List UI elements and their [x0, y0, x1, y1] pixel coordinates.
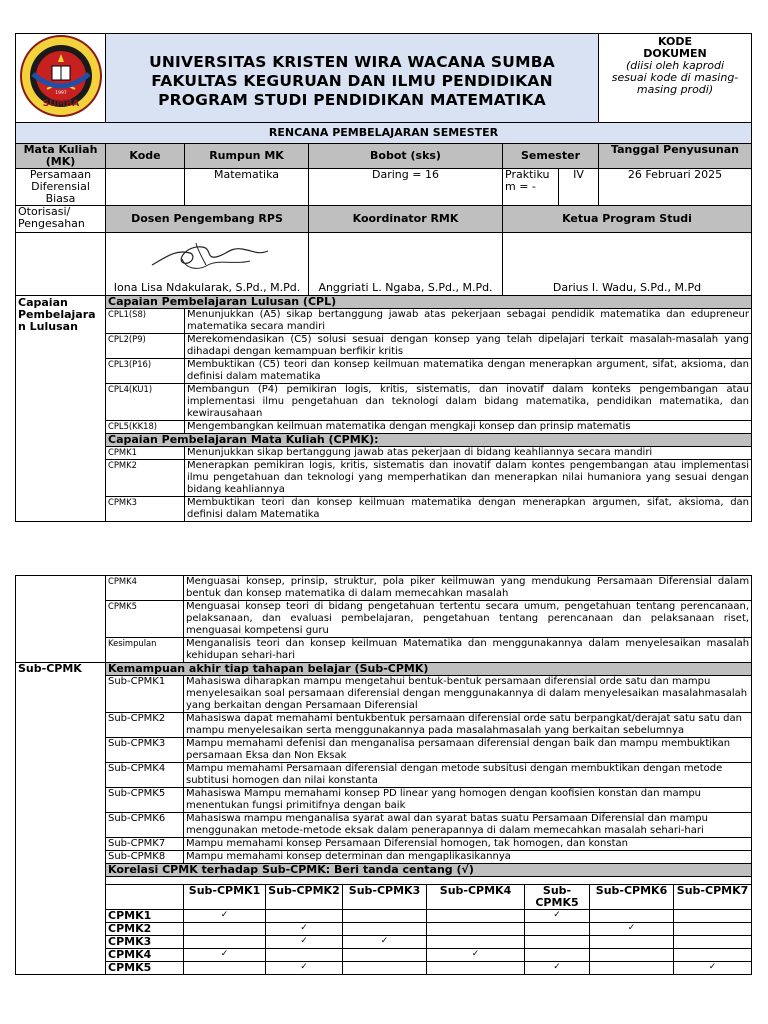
program-name: PROGRAM STUDI PENDIDIKAN MATEMATIKA: [158, 90, 546, 109]
korelasi-check-cell: [343, 949, 427, 962]
korelasi-spacer: [106, 877, 752, 885]
value-praktikum: Praktiku m = -: [503, 169, 559, 206]
cpmk-code: CPMK3: [106, 497, 185, 522]
korelasi-check-cell: [674, 923, 752, 936]
korelasi-check-cell: [427, 936, 525, 949]
subcpmk-code: Sub-CPMK1: [106, 676, 184, 713]
kode-dokumen-cell: [599, 34, 752, 123]
subcpmk-code: Sub-CPMK8: [106, 851, 184, 864]
cpl-heading: Capaian Pembelajaran Lulusan (CPL): [106, 296, 752, 309]
cpmk-text: Menguasai konsep teori di bidang pengetahuan tertentu secara umum, pengetahuan tentang perencanaan, pelaksanaan, dan evaluasi pembelajaran, pengetahuan tentang perencanaan dan pelaksanaan riset, menguasai kompetensi guru: [184, 601, 752, 638]
koordinator-name: Anggriati L. Ngaba, S.Pd., M.Pd.: [318, 281, 493, 294]
cpmk-text: Menunjukkan sikap bertanggung jawab atas pekerjaan di bidang keahliannya secara mandiri: [185, 447, 752, 460]
kesimpulan-text: Menganalisis teori dan konsep keilmuan Matematika dan menggunakannya dalam menyelesaikan masalah kehidupan sehari-hari: [184, 638, 752, 663]
cpl-code: CPL3(P16): [106, 359, 185, 384]
rps-continuation-table: [15, 575, 752, 975]
korelasi-check-cell: ✓: [184, 910, 266, 923]
kaprodi-header: Ketua Program Studi: [503, 206, 752, 233]
cpmk-code: CPMK1: [106, 447, 185, 460]
header-bobot: Bobot (sks): [309, 144, 503, 169]
cpmk-code: CPMK4: [106, 576, 184, 601]
korelasi-check-cell: [674, 910, 752, 923]
korelasi-col-header: Sub-CPMK6: [590, 885, 674, 910]
subcpmk-text: Mampu memahami Persamaan diferensial dengan metode subsitusi dengan membuktikan dengan metode subtitusi homogen dan nilai konstanta: [184, 763, 752, 788]
korelasi-check-cell: [590, 910, 674, 923]
korelasi-col-header: Sub-CPMK3: [343, 885, 427, 910]
subcpmk-label: Sub-CPMK: [16, 663, 106, 975]
subcpmk-text: Mampu memahami defenisi dan menganalisa persamaan diferensial dengan baik dan mampu membuktikan persamaan Eksa dan Non Eksak: [184, 738, 752, 763]
cpmk-text: Menerapkan pemikiran logis, kritis, sistematis dan inovatif dalam kontes pengembangan atau implementasi ilmu pengetahuan dan teknologi yang memperhatikan dan menerapkan nilai humaniora yang sesuai dengan bidang keahliannya: [185, 460, 752, 497]
cpl-text: Mengembangkan keilmuan matematika dengan mengkaji konsep dan prinsip matematis: [185, 421, 752, 434]
continuation-label-cell: [16, 576, 106, 663]
korelasi-check-cell: [184, 962, 266, 975]
header-title-cell: [106, 34, 599, 123]
korelasi-check-cell: [590, 936, 674, 949]
korelasi-check-cell: [343, 910, 427, 923]
cpl-text: Merekomendasikan (C5) solusi sesuai dengan konsep yang telah dipelajari terkait masalah-masalah yang dihadapi dengan kemampuan berfikir kritis: [185, 334, 752, 359]
korelasi-check-cell: ✓: [427, 949, 525, 962]
subcpmk-text: Mahasiswa diharapkan mampu mengetahui bentuk-bentuk persamaan diferensial orde satu dan mampu menyelesaikan soal persamaan diferensial dengan menggunakannya di dalam menyelesaikan masalahmasalah yang berkaitan dengan Persamaan Diferensial: [184, 676, 752, 713]
value-mk: Persamaan Diferensial Biasa: [16, 169, 106, 206]
korelasi-check-cell: ✓: [590, 923, 674, 936]
cpmk-heading: Capaian Pembelajaran Mata Kuliah (CPMK):: [106, 434, 752, 447]
subcpmk-code: Sub-CPMK2: [106, 713, 184, 738]
koordinator-signature-cell: [309, 233, 503, 296]
header-mk: Mata Kuliah (MK): [16, 144, 106, 169]
signature-empty-cell: [16, 233, 106, 296]
korelasi-check-cell: [184, 923, 266, 936]
korelasi-check-cell: [343, 962, 427, 975]
korelasi-check-cell: ✓: [266, 962, 343, 975]
korelasi-heading: Korelasi CPMK terhadap Sub-CPMK: Beri tanda centang (√): [106, 864, 752, 877]
kode-dokumen-title: KODE DOKUMEN: [643, 35, 707, 60]
subcpmk-text: Mampu memahami konsep determinan dan mengaplikasikannya: [184, 851, 752, 864]
value-tanggal: 26 Februari 2025: [599, 169, 752, 206]
korelasi-check-cell: [590, 949, 674, 962]
korelasi-check-cell: [427, 923, 525, 936]
value-rumpun: Matematika: [185, 169, 309, 206]
korelasi-check-cell: [674, 949, 752, 962]
subcpmk-code: Sub-CPMK7: [106, 838, 184, 851]
otorisasi-label: Otorisasi/ Pengesahan: [16, 206, 106, 233]
korelasi-row-label: CPMK1: [106, 910, 184, 923]
header-kode: Kode: [106, 144, 185, 169]
svg-text:1997: 1997: [54, 91, 67, 96]
subcpmk-heading: Kemampuan akhir tiap tahapan belajar (Sub-CPMK): [106, 663, 752, 676]
korelasi-check-cell: ✓: [266, 936, 343, 949]
subcpmk-text: Mahasiswa dapat memahami bentukbentuk persamaan diferensial orde satu berpangkat/derajat satu satu dan mampu menyelesaikan serta menggunakannya pada masalahmasalah yang berkaitan sebelumnya: [184, 713, 752, 738]
dosen-name: Iona Lisa Ndakularak, S.Pd., M.Pd.: [113, 281, 301, 294]
header-tanggal: Tanggal Penyusunan: [599, 144, 752, 169]
korelasi-col-header: Sub-CPMK1: [184, 885, 266, 910]
cpmk-text: Menguasai konsep, prinsip, struktur, pola piker keilmuwan yang mendukung Persamaan Diferensial dalam bentuk dan konsep matematika di dalam memecahkan masalah: [184, 576, 752, 601]
korelasi-check-cell: [184, 936, 266, 949]
subcpmk-code: Sub-CPMK5: [106, 788, 184, 813]
korelasi-check-cell: ✓: [525, 910, 590, 923]
korelasi-row-label: CPMK3: [106, 936, 184, 949]
korelasi-check-cell: ✓: [266, 923, 343, 936]
kode-dokumen-note: (diisi oleh kaprodi sesuai kode di masing-masing prodi): [611, 59, 739, 96]
kaprodi-name: Darius I. Wadu, S.Pd., M.Pd: [552, 281, 702, 294]
cpmk-code: CPMK2: [106, 460, 185, 497]
korelasi-row-label: CPMK2: [106, 923, 184, 936]
cpl-text: Membangun (P4) pemikiran logis, kritis, sistematis, dan inovatif dalam konteks pengembangan atau implementasi ilmu pengetahuan dan teknologi dalam bidang matematika, pendidikan matematika, dan kewirausahaan: [185, 384, 752, 421]
korelasi-check-cell: [590, 962, 674, 975]
korelasi-check-cell: [266, 949, 343, 962]
cpmk-text: Membuktikan teori dan konsep keilmuan matematika dengan menerapkan argumen, sifat, aksioma, dan definisi dalam Matematika: [185, 497, 752, 522]
svg-text:SUMBA: SUMBA: [42, 99, 79, 109]
cpl-text: Membuktikan (C5) teori dan konsep keilmuan matematika dengan menerapkan argument, sifat, aksioma, dan definisi dalam matematika: [185, 359, 752, 384]
university-name: UNIVERSITAS KRISTEN WIRA WACANA SUMBA: [149, 52, 555, 71]
handwritten-signature: [146, 235, 276, 277]
koordinator-rmk-header: Koordinator RMK: [309, 206, 503, 233]
capaian-label: Capaian Pembelajara n Lulusan: [16, 296, 106, 522]
cpl-code: CPL2(P9): [106, 334, 185, 359]
korelasi-check-cell: [343, 923, 427, 936]
korelasi-corner-cell: [106, 885, 184, 910]
subcpmk-text: Mahasiswa Mampu memahami konsep PD linear yang homogen dengan koofisien konstan dan mampu menentukan fungsi primitifnya dengan baik: [184, 788, 752, 813]
korelasi-check-cell: [525, 936, 590, 949]
cpl-code: CPL1(S8): [106, 309, 185, 334]
korelasi-col-header: Sub-CPMK7: [674, 885, 752, 910]
korelasi-row-label: CPMK5: [106, 962, 184, 975]
korelasi-check-cell: [266, 910, 343, 923]
korelasi-check-cell: [525, 923, 590, 936]
korelasi-row-label: CPMK4: [106, 949, 184, 962]
rps-header-table: [15, 33, 752, 522]
korelasi-check-cell: ✓: [674, 962, 752, 975]
value-bobot-daring: Daring = 16: [309, 169, 503, 206]
korelasi-col-header: Sub-CPMK5: [525, 885, 590, 910]
cpl-text: Menunjukkan (A5) sikap bertanggung jawab atas pekerjaan sebagai pendidik matematika dan edupreneur matematika secara mandiri: [185, 309, 752, 334]
faculty-name: FAKULTAS KEGURUAN DAN ILMU PENDIDIKAN: [151, 71, 553, 90]
korelasi-check-cell: ✓: [184, 949, 266, 962]
subcpmk-text: Mahasiswa mampu menganalisa syarat awal dan syarat batas suatu Persamaan Diferensial dan mampu menggunakan metode-metode eksak dalam penerapannya di dalam memecahkan masalah sehari-hari: [184, 813, 752, 838]
korelasi-check-cell: ✓: [343, 936, 427, 949]
kaprodi-signature-cell: [503, 233, 752, 296]
dosen-signature-cell: [106, 233, 309, 296]
rps-title: RENCANA PEMBELAJARAN SEMESTER: [16, 123, 752, 144]
subcpmk-text: Mampu memahami konsep Persamaan Diferensial homogen, tak homogen, dan konstan: [184, 838, 752, 851]
cpl-code: CPL5(KK18): [106, 421, 185, 434]
header-semester: Semester: [503, 144, 599, 169]
cpmk-code: CPMK5: [106, 601, 184, 638]
value-semester: IV: [559, 169, 599, 206]
korelasi-check-cell: ✓: [525, 962, 590, 975]
subcpmk-code: Sub-CPMK6: [106, 813, 184, 838]
subcpmk-code: Sub-CPMK4: [106, 763, 184, 788]
header-rumpun: Rumpun MK: [185, 144, 309, 169]
cpl-code: CPL4(KU1): [106, 384, 185, 421]
value-kode: [106, 169, 185, 206]
university-logo-cell: [16, 34, 106, 123]
korelasi-check-cell: [674, 936, 752, 949]
korelasi-check-cell: [427, 910, 525, 923]
korelasi-col-header: Sub-CPMK2: [266, 885, 343, 910]
korelasi-check-cell: [525, 949, 590, 962]
korelasi-check-cell: [427, 962, 525, 975]
kesimpulan-label: Kesimpulan: [106, 638, 184, 663]
dosen-pengembang-header: Dosen Pengembang RPS: [106, 206, 309, 233]
korelasi-col-header: Sub-CPMK4: [427, 885, 525, 910]
university-logo: [19, 34, 103, 118]
subcpmk-code: Sub-CPMK3: [106, 738, 184, 763]
